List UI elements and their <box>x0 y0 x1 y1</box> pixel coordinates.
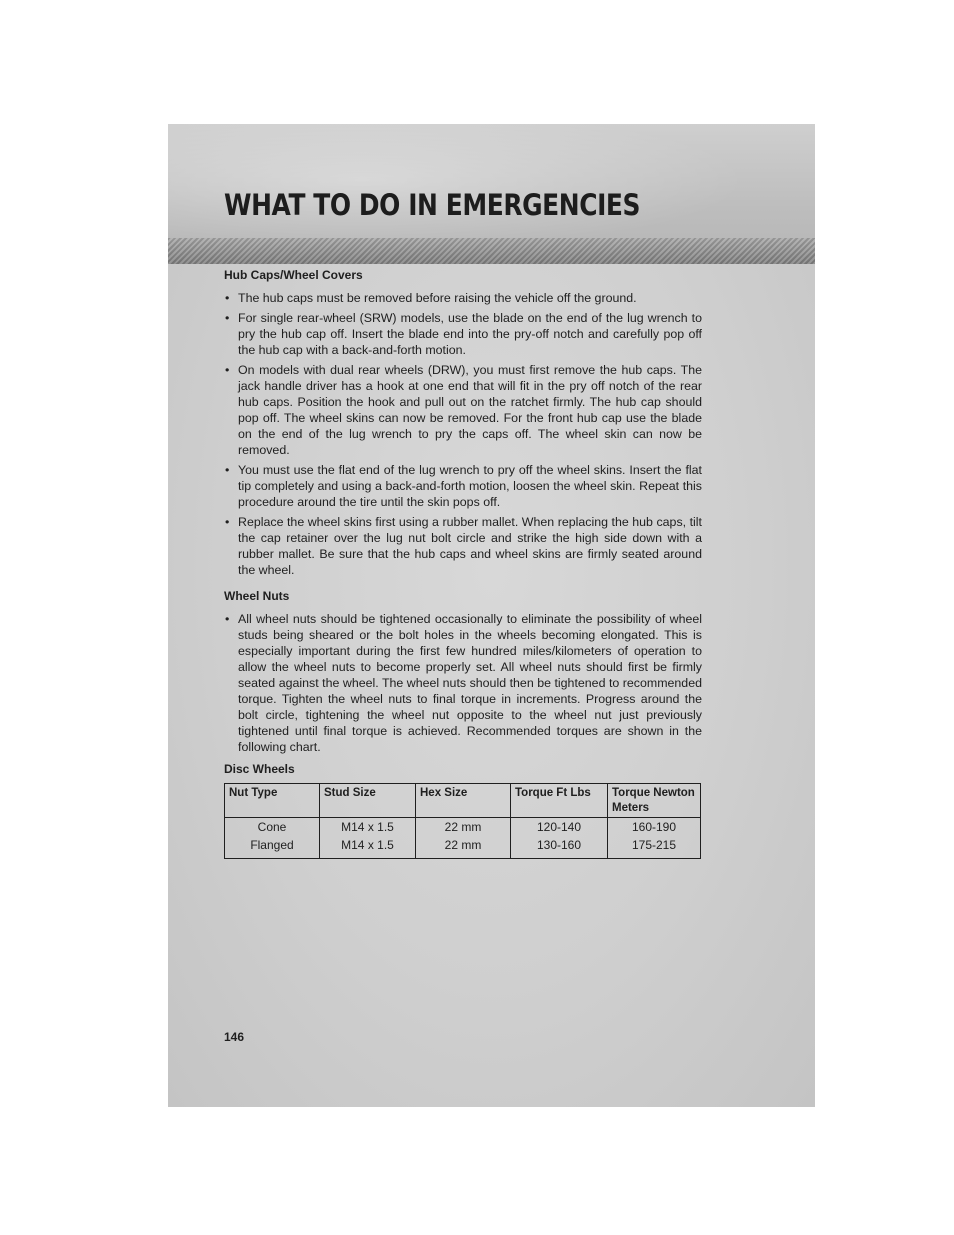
list-item: • You must use the flat end of the lug wrench to pry off the wheel skins. Insert the flat tip completely and using a back-and-forth motion, loosen the wheel skin. Repeat this procedure around the tire until the skin pops off. <box>224 462 702 510</box>
table-cell: 120-140 <box>511 818 608 837</box>
table-cell: Flanged <box>225 836 320 859</box>
content <box>224 267 702 859</box>
list-item: • The hub caps must be removed before raising the vehicle off the ground. <box>224 290 702 306</box>
table-cell: 175-215 <box>608 836 701 859</box>
column-header: Stud Size <box>320 784 416 818</box>
hub-caps-list <box>224 290 702 578</box>
heading-hub-caps: Hub Caps/Wheel Covers <box>224 268 363 282</box>
list-item: • On models with dual rear wheels (DRW), you must first remove the hub caps. The jack handle driver has a hook at one end that will fit in the pry off notch of the rear hub caps. Position the hook and pull out on the ratchet firmly. The hub cap should pop off. The wheel skins can now be removed. For the front hub cap use the blade on the end of the lug wrench to pry the caps off. The wheel skin can now be removed. <box>224 362 702 458</box>
header-stripe <box>168 238 815 264</box>
torque-table <box>224 783 701 859</box>
table-cell: 160-190 <box>608 818 701 837</box>
list-item: • Replace the wheel skins first using a rubber mallet. When replacing the hub caps, tilt the cap retainer over the lug nut bolt circle and strike the high side down with a rubber mallet. Be sure that the hub caps and wheel skins are firmly seated around the wheel. <box>224 514 702 578</box>
header-banner <box>168 124 815 264</box>
table-cell: Cone <box>225 818 320 837</box>
list-item: • All wheel nuts should be tightened occasionally to eliminate the possibility of wheel studs being sheared or the bolt holes in the wheels becoming elongated. This is especially important during the first few hundred miles/kilometers of operation to allow the wheel nuts to become properly set. All wheel nuts should first be firmly seated against the wheel. The wheel nuts should then be tightened to recommended torque. Tighten the wheel nuts to final torque in increments. Progress around the bolt circle, tightening the wheel nut opposite to the wheel nut just previously tightened until final torque is achieved. Recommended torques are shown in the following chart. <box>224 611 702 755</box>
manual-page <box>168 124 815 1107</box>
page-number: 146 <box>224 1030 245 1044</box>
column-header: Hex Size <box>416 784 511 818</box>
table-cell: 22 mm <box>416 818 511 837</box>
table-row <box>225 818 701 837</box>
column-header: Torque Ft Lbs <box>511 784 608 818</box>
table-cell: 130-160 <box>511 836 608 859</box>
table-header-row <box>225 784 701 818</box>
page-title: WHAT TO DO IN EMERGENCIES <box>224 188 641 222</box>
wheel-nuts-list <box>224 611 702 755</box>
column-header: Torque Newton Meters <box>608 784 701 818</box>
list-item: • For single rear-wheel (SRW) models, use the blade on the end of the lug wrench to pry the hub cap off. Insert the blade end into the pry-off notch and carefully pop off the hub cap with a back-and-forth motion. <box>224 310 702 358</box>
table-cell: M14 x 1.5 <box>320 836 416 859</box>
column-header: Nut Type <box>225 784 320 818</box>
heading-disc-wheels: Disc Wheels <box>224 762 295 776</box>
table-cell: M14 x 1.5 <box>320 818 416 837</box>
heading-wheel-nuts: Wheel Nuts <box>224 589 290 603</box>
table-cell: 22 mm <box>416 836 511 859</box>
table-row <box>225 836 701 859</box>
